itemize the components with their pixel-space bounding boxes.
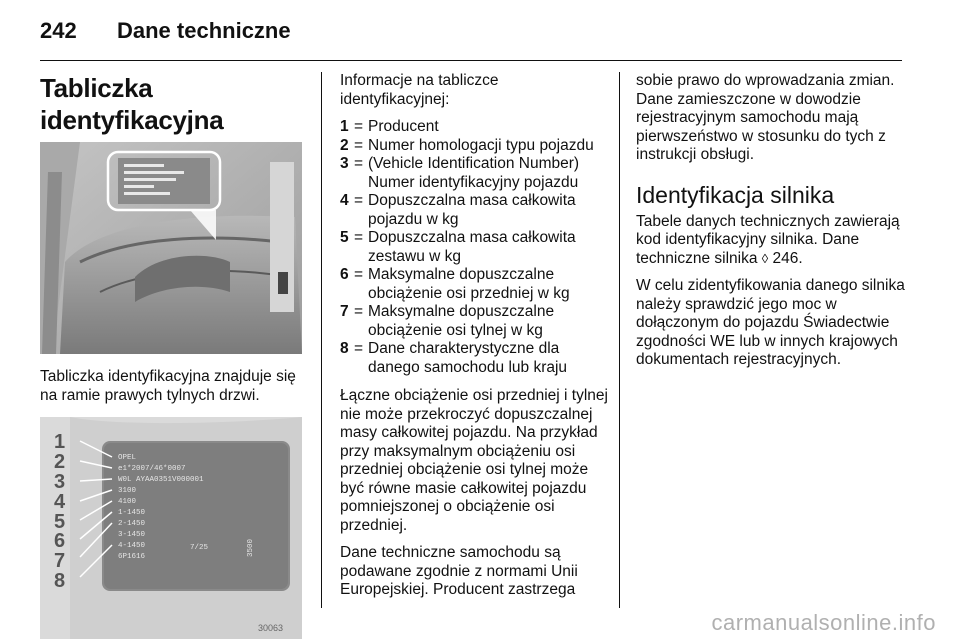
plate-label: 5	[54, 511, 66, 533]
legend-item: 3 = (Vehicle Identification Number) Numer identyfikacyjny pojazdu	[340, 155, 610, 192]
plate-line: OPEL	[118, 454, 137, 462]
header-rule	[40, 60, 902, 61]
legend-text: Dopuszczalna masa całkowita pojazdu w kg	[368, 192, 576, 228]
legend-text: Numer homologacji typu pojazdu	[368, 136, 594, 154]
id-plate-illustration	[40, 417, 302, 639]
plate-line: W0L AYAA0351V000001	[118, 476, 204, 484]
plate-label: 7	[54, 550, 66, 572]
legend-item: 7 = Maksymalne dopuszczalne obciążenie osi tylnej w kg	[340, 303, 610, 340]
plate-line: e1*2007/46*0007	[118, 465, 186, 473]
rights-text: sobie prawo do wprowadzania zmian. Dane zamieszczone w dowodzie rejestracyjnym samochodu mają pierwszeństwo w stosunku do tych z instrukcji obsługi.	[636, 72, 895, 163]
id-plate-location-text: Tabliczka identyfikacyjna znajduje się na ramie prawych tylnych drzwi.	[40, 368, 296, 404]
plate-label: 8	[54, 570, 66, 592]
legend-item: 1 = Producent	[340, 118, 610, 137]
legend-item: 6 = Maksymalne dopuszczalne obciążenie osi przedniej w kg	[340, 266, 610, 303]
legend-item: 2 = Numer homologacji typu pojazdu	[340, 137, 610, 156]
plate-label: 2	[54, 451, 66, 473]
legend-item: 4 = Dopuszczalna masa całkowita pojazdu w kg	[340, 192, 610, 229]
legend-item: 5 = Dopuszczalna masa całkowita zestawu w kg	[340, 229, 610, 266]
legend-text: Maksymalne dopuszczalne obciążenie osi przedniej w kg	[368, 266, 570, 302]
plate-legend	[340, 118, 610, 377]
door-frame-illustration	[40, 142, 302, 354]
plate-side-text: 7/25	[190, 544, 209, 552]
page-ref-link[interactable]: 246.	[768, 249, 803, 267]
plate-line: 2-1450	[118, 520, 146, 528]
legend-text: Producent	[368, 118, 439, 135]
engine-power-text: W celu zidentyfikowania danego silnika należy sprawdzić jego moc w dołączonym do pojazdu Świadectwie zgodności WE lub w innych krajowych dokumentach rejestracyjnych.	[636, 277, 905, 368]
plate-label: 4	[54, 491, 66, 513]
watermark: carmanualsonline.info	[711, 610, 936, 635]
heading-id-plate: Tabliczka identyfikacyjna	[40, 73, 224, 135]
plate-line: 4100	[118, 498, 137, 506]
column-divider-1	[321, 72, 322, 608]
column-divider-2	[619, 72, 620, 608]
legend-intro: Informacje na tabliczce identyfikacyjnej:	[340, 72, 499, 108]
legend-number: 8	[340, 340, 349, 357]
legend-text: (Vehicle Identification Number) Numer identyfikacyjny pojazdu	[368, 155, 580, 191]
column-2	[340, 72, 610, 609]
plate-line: 3-1450	[118, 531, 146, 539]
column-1	[40, 72, 302, 639]
legend-number: 1	[340, 118, 349, 135]
legend-text: Maksymalne dopuszczalne obciążenie osi tylnej w kg	[368, 303, 555, 339]
page-number: 242	[40, 18, 77, 43]
plate-label: 3	[54, 471, 66, 493]
legend-text: Dopuszczalna masa całkowita zestawu w kg	[368, 229, 576, 265]
plate-line: 6P1616	[118, 553, 146, 561]
plate-label: 1	[54, 431, 66, 453]
axle-load-text: Łączne obciążenie osi przedniej i tylnej nie może przekroczyć dopuszczalnej masy całkowitej pojazdu. Na przykład przy maksymalnym obciążeniu osi przedniej obciążenie osi tylnej może być równe masie całkowitej pojazdu pomniejszonej o obciążenie osi przedniej.	[340, 387, 608, 534]
eu-norms-text: Dane techniczne samochodu są podawane zgodnie z normami Unii Europejskiej. Producent zastrzega	[340, 544, 578, 598]
door-frame-photo	[40, 142, 302, 354]
plate-label: 6	[54, 530, 66, 552]
section-title: Dane techniczne	[117, 18, 291, 43]
heading-engine-id: Identyfikacja silnika	[636, 181, 835, 208]
plate-line: 4-1450	[118, 542, 146, 550]
legend-number: 7	[340, 303, 349, 320]
figure-code: 30063	[258, 623, 284, 633]
legend-text: Dane charakterystyczne dla danego samochodu lub kraju	[368, 340, 568, 376]
id-plate-photo	[40, 417, 302, 639]
plate-side-text: 3500	[247, 538, 255, 557]
column-3	[636, 72, 906, 379]
legend-item: 8 = Dane charakterystyczne dla danego samochodu lub kraju	[340, 340, 610, 377]
page-header	[40, 18, 291, 48]
plate-line: 3100	[118, 487, 137, 495]
legend-number: 3	[340, 155, 349, 172]
plate-line: 1-1450	[118, 509, 146, 517]
engine-tables-text: Tabele danych technicznych zawierają kod identyfikacyjny silnika. Dane techniczne silnika ◊ 246.	[636, 212, 900, 267]
page-ref-icon: ◊	[761, 250, 769, 266]
legend-number: 5	[340, 229, 349, 246]
legend-number: 4	[340, 192, 349, 209]
legend-number: 6	[340, 266, 349, 283]
legend-number: 2	[340, 136, 349, 154]
